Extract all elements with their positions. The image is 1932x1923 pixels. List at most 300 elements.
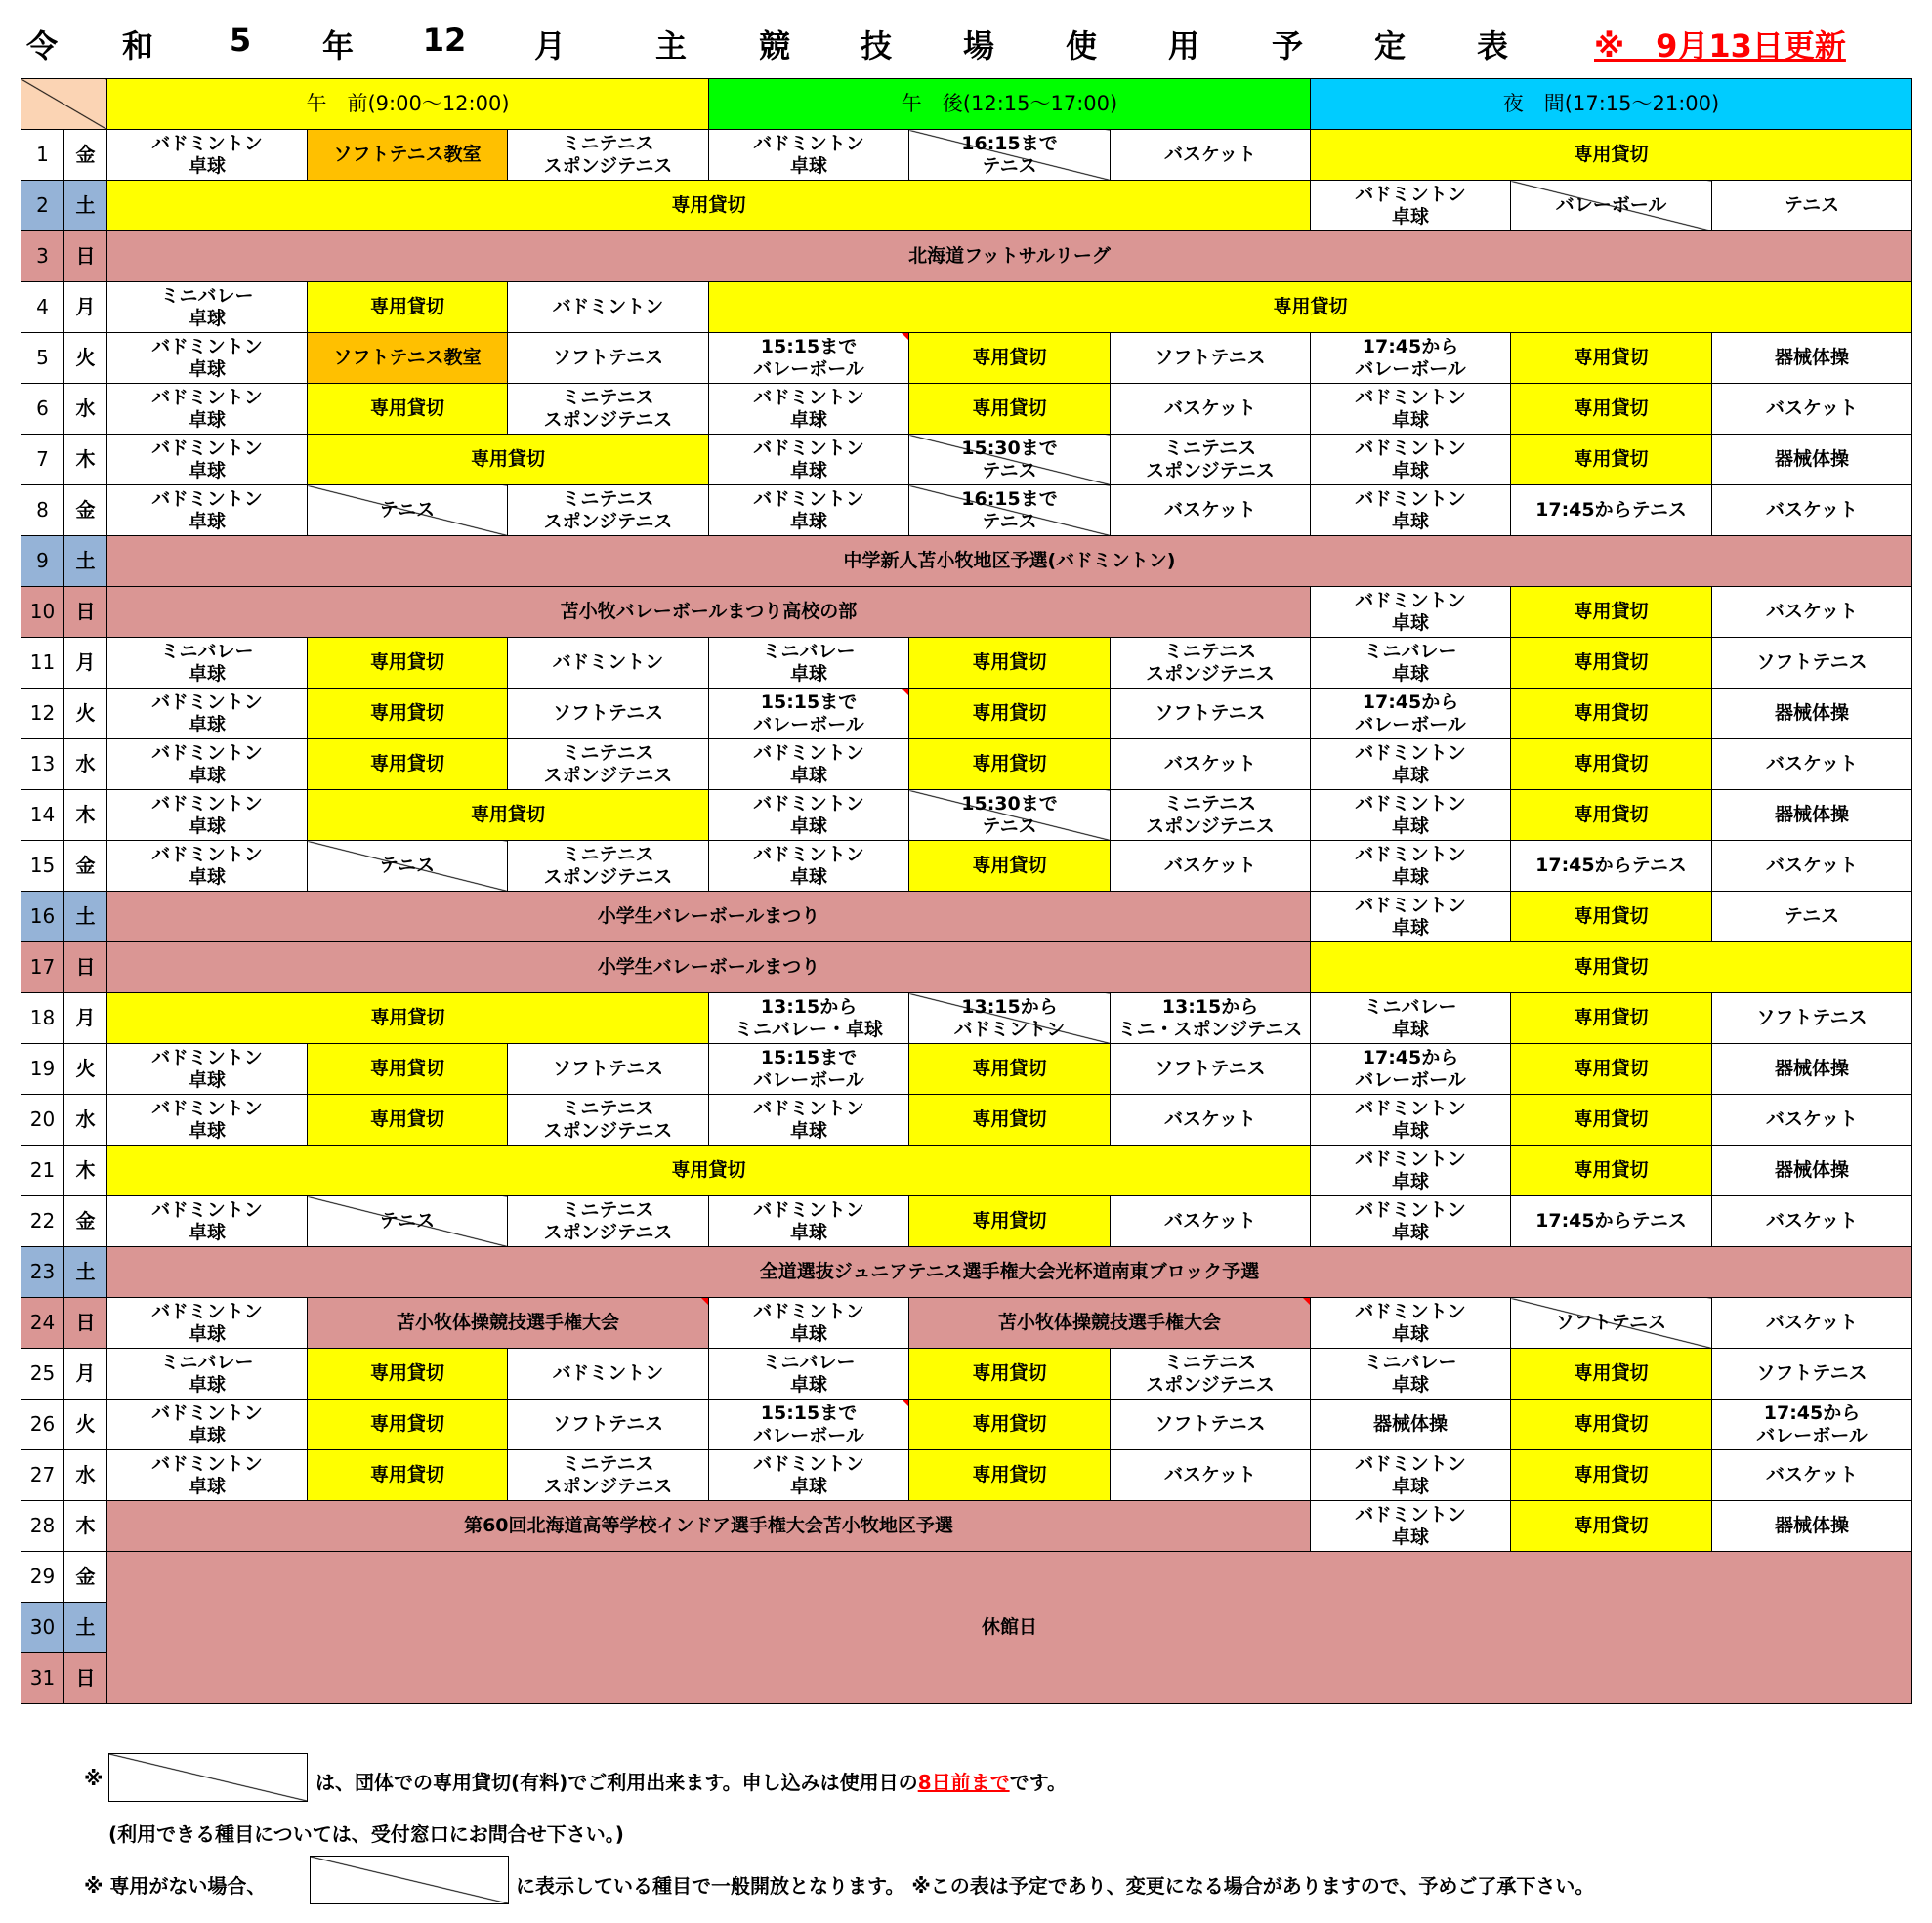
schedule-cell (107, 1298, 308, 1349)
schedule-cell (1511, 1501, 1712, 1552)
cell-text: テニス (982, 815, 1037, 837)
cell-text: ミニテニス (1163, 792, 1257, 815)
schedule-cell (1111, 841, 1311, 892)
cell-text: 卓球 (789, 1119, 827, 1142)
schedule-cell (1511, 587, 1712, 638)
cell-text: 専用貸切 (369, 1108, 444, 1130)
day-number: 16 (21, 892, 64, 942)
schedule-cell (107, 942, 1311, 993)
day-of-week: 木 (64, 790, 107, 841)
day-of-week: 日 (64, 1653, 107, 1704)
schedule-cell (1712, 1095, 1912, 1146)
day-number: 4 (21, 282, 64, 333)
day-of-week: 金 (64, 1552, 107, 1603)
cell-text: バドミントン (1355, 1148, 1466, 1170)
table-row (21, 231, 1912, 282)
header-corner (21, 79, 107, 130)
day-of-week: 日 (64, 587, 107, 638)
cell-text: 17:45からテニス (1535, 1210, 1687, 1232)
schedule-cell (909, 1095, 1111, 1146)
day-number: 28 (21, 1501, 64, 1552)
day-of-week: 水 (64, 1450, 107, 1501)
schedule-cell (909, 1450, 1111, 1501)
schedule-cell (1511, 1146, 1712, 1196)
cell-text: 15:15まで (760, 1046, 858, 1068)
schedule-cell (1311, 181, 1511, 231)
legend-diagonal-box (108, 1753, 308, 1802)
schedule-cell (1311, 587, 1511, 638)
cell-text: 小学生バレーボールまつり (597, 956, 820, 978)
cell-text: バドミントン (753, 437, 864, 459)
cell-text: 卓球 (188, 713, 226, 735)
schedule-cell (1311, 689, 1511, 739)
cell-text: 専用貸切 (1574, 956, 1649, 978)
schedule-cell (508, 282, 709, 333)
schedule-cell (1712, 485, 1912, 536)
cell-text: 卓球 (1391, 1170, 1429, 1192)
schedule-table (21, 78, 1912, 1704)
schedule-cell (1511, 181, 1712, 231)
day-of-week: 土 (64, 536, 107, 587)
table-row (21, 1501, 1912, 1552)
schedule-cell (107, 1196, 308, 1247)
schedule-cell (1111, 435, 1311, 485)
day-of-week: 日 (64, 942, 107, 993)
schedule-cell (709, 841, 909, 892)
cell-text: ミニバレー (160, 1351, 254, 1373)
cell-text: テニス (982, 510, 1037, 532)
cell-text: 専用貸切 (1574, 651, 1649, 673)
schedule-cell (709, 333, 909, 384)
day-number: 26 (21, 1400, 64, 1450)
cell-text: バレーボール (1355, 1068, 1466, 1091)
day-of-week: 日 (64, 231, 107, 282)
cell-text: ミニテニス (562, 741, 654, 764)
schedule-cell (909, 638, 1111, 689)
schedule-cell (1511, 485, 1712, 536)
cell-text: 専用貸切 (972, 397, 1047, 419)
table-row (21, 841, 1912, 892)
schedule-cell (909, 739, 1111, 790)
cell-text: 16:15まで (961, 487, 1058, 510)
schedule-cell (909, 435, 1111, 485)
cell-text: 休館日 (981, 1616, 1037, 1638)
schedule-cell (1511, 892, 1712, 942)
table-row (21, 689, 1912, 739)
cell-text: バレーボール (1756, 1424, 1868, 1446)
day-of-week: 日 (64, 1298, 107, 1349)
schedule-cell (1311, 1044, 1511, 1095)
cell-text: ミニテニス (562, 843, 654, 865)
cell-text: ミニバレー (762, 640, 856, 662)
schedule-cell (909, 841, 1111, 892)
cell-text: 専用貸切 (369, 1413, 444, 1435)
cell-text: バレーボール (1355, 357, 1466, 380)
schedule-cell (1712, 1349, 1912, 1400)
cell-text: ソフトテニス (552, 347, 664, 368)
cell-text: 専用貸切 (1574, 905, 1649, 927)
cell-text: バドミントン (1355, 487, 1466, 510)
day-number: 15 (21, 841, 64, 892)
cell-text: 専用貸切 (972, 753, 1047, 774)
schedule-cell (107, 1552, 1912, 1704)
cell-text: バドミントン (151, 1452, 263, 1475)
title-char: 定 (1373, 27, 1407, 64)
schedule-cell (508, 638, 709, 689)
schedule-cell (1712, 587, 1912, 638)
cell-text: 13:15から (961, 995, 1058, 1018)
cell-text: スポンジテニス (543, 1475, 673, 1497)
schedule-cell (1511, 739, 1712, 790)
schedule-cell (1712, 1196, 1912, 1247)
schedule-cell (909, 1298, 1311, 1349)
page-title (25, 21, 1836, 64)
table-row (21, 1450, 1912, 1501)
schedule-cell (1111, 1450, 1311, 1501)
cell-text: 専用貸切 (1574, 1007, 1649, 1028)
cell-text: 卓球 (188, 357, 226, 380)
schedule-cell (107, 1400, 308, 1450)
schedule-cell (1111, 485, 1311, 536)
day-number: 9 (21, 536, 64, 587)
schedule-cell (709, 130, 909, 181)
schedule-cell (909, 1349, 1111, 1400)
header-pm: 午 後(12:15～17:00) (709, 79, 1311, 130)
schedule-cell (909, 485, 1111, 536)
table-row (21, 1095, 1912, 1146)
cell-text: 卓球 (1391, 459, 1429, 481)
schedule-cell (308, 1400, 508, 1450)
day-number: 21 (21, 1146, 64, 1196)
cell-text: 17:45から (1763, 1401, 1861, 1424)
cell-text: 専用貸切 (1574, 1413, 1649, 1435)
schedule-cell (909, 130, 1111, 181)
schedule-cell (709, 384, 909, 435)
schedule-cell (1712, 1400, 1912, 1450)
cell-text: バドミントン (953, 1018, 1066, 1040)
cell-text: ミニバレー (1364, 640, 1457, 662)
cell-text: 卓球 (188, 662, 226, 685)
schedule-cell (1311, 1196, 1511, 1247)
cell-text: 専用貸切 (369, 1464, 444, 1485)
cell-text: 卓球 (188, 1322, 226, 1345)
cell-text: 15:30まで (961, 792, 1058, 815)
footer-line-3-post: に表示している種目で一般開放となります。 ※この表は予定であり、変更になる場合がありますので、予めご了承下さい。 (516, 1874, 1595, 1898)
title-char: 表 (1476, 27, 1509, 64)
cell-text: 北海道フットサルリーグ (908, 245, 1111, 267)
table-row (21, 1146, 1912, 1196)
schedule-cell (1111, 1095, 1311, 1146)
schedule-cell (1511, 790, 1712, 841)
title-char: 令 (25, 27, 59, 64)
schedule-cell (308, 435, 709, 485)
cell-text: バドミントン (1355, 894, 1466, 916)
schedule-cell (1311, 993, 1511, 1044)
cell-text: 器械体操 (1774, 1058, 1849, 1079)
schedule-cell (909, 1044, 1111, 1095)
cell-text: スポンジテニス (543, 865, 673, 888)
schedule-cell (107, 130, 308, 181)
cell-text: 専用貸切 (1574, 1362, 1649, 1384)
day-of-week: 土 (64, 1247, 107, 1298)
schedule-cell (308, 1349, 508, 1400)
cell-text: 卓球 (1391, 1475, 1429, 1497)
cell-text: 15:30まで (961, 437, 1058, 459)
title-char: 12 (422, 21, 467, 59)
title-char: 月 (533, 27, 567, 64)
table-row (21, 485, 1912, 536)
day-number: 25 (21, 1349, 64, 1400)
footer-line-3-pre: ※ 専用がない場合、 (84, 1874, 267, 1898)
day-of-week: 水 (64, 384, 107, 435)
cell-text: バドミントン (1355, 792, 1466, 815)
cell-text: スポンジテニス (1146, 662, 1275, 685)
cell-text: 小学生バレーボールまつり (597, 905, 820, 927)
schedule-cell (1311, 384, 1511, 435)
schedule-cell (107, 892, 1311, 942)
cell-text: 卓球 (789, 154, 827, 177)
table-row (21, 638, 1912, 689)
cell-text: バスケット (1163, 1108, 1257, 1130)
schedule-cell (1712, 689, 1912, 739)
schedule-cell (1712, 435, 1912, 485)
cell-text: バスケット (1163, 855, 1257, 876)
cell-text: バドミントン (1355, 589, 1466, 611)
cell-text: 卓球 (789, 408, 827, 431)
cell-text: 15:15まで (760, 1401, 858, 1424)
cell-text: 卓球 (789, 459, 827, 481)
table-row (21, 892, 1912, 942)
cell-text: 専用貸切 (369, 296, 444, 317)
cell-text: バドミントン (151, 1300, 263, 1322)
cell-text: 専用貸切 (369, 702, 444, 724)
cell-text: 卓球 (1391, 1373, 1429, 1396)
cell-text: バドミントン (1355, 1097, 1466, 1119)
table-row (21, 1247, 1912, 1298)
cell-text: ミニテニス (562, 386, 654, 408)
schedule-cell (508, 1450, 709, 1501)
table-row (21, 384, 1912, 435)
schedule-cell (1311, 435, 1511, 485)
schedule-cell (1511, 638, 1712, 689)
schedule-cell (107, 638, 308, 689)
cell-text: 器械体操 (1774, 702, 1849, 724)
day-number: 30 (21, 1603, 64, 1653)
schedule-cell (1511, 1044, 1712, 1095)
cell-text: ソフトテニス (1756, 1007, 1868, 1028)
day-of-week: 火 (64, 1400, 107, 1450)
cell-text: 17:45からテニス (1535, 855, 1687, 876)
cell-text: 卓球 (1391, 815, 1429, 837)
schedule-cell (107, 790, 308, 841)
cell-text: スポンジテニス (543, 154, 673, 177)
cell-text: 専用貸切 (972, 855, 1047, 876)
schedule-cell (1111, 1196, 1311, 1247)
cell-text: ミニテニス (1163, 640, 1257, 662)
cell-text: バドミントン (151, 132, 263, 154)
schedule-cell (909, 333, 1111, 384)
day-number: 27 (21, 1450, 64, 1501)
cell-text: バドミントン (1355, 437, 1466, 459)
day-number: 12 (21, 689, 64, 739)
schedule-cell (107, 384, 308, 435)
table-row (21, 282, 1912, 333)
cell-text: スポンジテニス (543, 1221, 673, 1243)
schedule-cell (1111, 333, 1311, 384)
day-of-week: 月 (64, 282, 107, 333)
cell-text: 13:15から (1161, 995, 1259, 1018)
schedule-cell (508, 1044, 709, 1095)
day-number: 29 (21, 1552, 64, 1603)
schedule-cell (1712, 993, 1912, 1044)
cell-text: ソフトテニス (552, 1413, 664, 1435)
cell-text: 専用貸切 (470, 804, 545, 825)
day-number: 13 (21, 739, 64, 790)
cell-text: テニス (379, 499, 436, 521)
cell-text: バドミントン (552, 1362, 664, 1384)
cell-text: 卓球 (789, 1221, 827, 1243)
schedule-cell (508, 1095, 709, 1146)
cell-text: 専用貸切 (1574, 1515, 1649, 1536)
cell-text: 17:45からテニス (1535, 499, 1687, 521)
schedule-cell (1311, 1298, 1511, 1349)
day-of-week: 火 (64, 1044, 107, 1095)
cell-text: 器械体操 (1774, 1159, 1849, 1181)
schedule-cell (709, 282, 1912, 333)
cell-text: 卓球 (188, 764, 226, 786)
cell-text: 専用貸切 (972, 1413, 1047, 1435)
cell-text: バドミントン (151, 843, 263, 865)
title-char: 年 (321, 27, 355, 64)
schedule-cell (508, 1196, 709, 1247)
day-number: 22 (21, 1196, 64, 1247)
cell-text: 13:15から (760, 995, 858, 1018)
cell-text: バレーボール (1355, 713, 1466, 735)
cell-text: 15:15まで (760, 335, 858, 357)
schedule-cell (909, 689, 1111, 739)
schedule-cell (1511, 435, 1712, 485)
cell-text: バスケット (1163, 499, 1257, 521)
table-row (21, 333, 1912, 384)
schedule-cell (709, 1349, 909, 1400)
cell-text: バスケット (1163, 1464, 1257, 1485)
cell-text: 卓球 (1391, 408, 1429, 431)
cell-text: バスケット (1765, 1108, 1859, 1130)
cell-text: 専用貸切 (470, 448, 545, 470)
schedule-cell (1311, 1501, 1511, 1552)
schedule-cell (709, 993, 909, 1044)
cell-text: ミニテニス (562, 132, 654, 154)
cell-text: 専用貸切 (1574, 702, 1649, 724)
table-row (21, 181, 1912, 231)
table-row (21, 1196, 1912, 1247)
day-of-week: 土 (64, 1603, 107, 1653)
cell-text: 専用貸切 (1574, 753, 1649, 774)
table-row (21, 1552, 1912, 1603)
schedule-cell (1311, 942, 1912, 993)
schedule-cell (308, 1298, 709, 1349)
cell-text: バドミントン (151, 1401, 263, 1424)
footer-deadline: 8日前まで (917, 1771, 1010, 1794)
schedule-cell (107, 333, 308, 384)
schedule-cell (308, 638, 508, 689)
schedule-cell (709, 739, 909, 790)
title-char: 主 (654, 27, 688, 64)
schedule-cell (1111, 689, 1311, 739)
cell-text: 専用貸切 (369, 753, 444, 774)
cell-text: 専用貸切 (972, 347, 1047, 368)
cell-text: 専用貸切 (369, 1058, 444, 1079)
day-number: 14 (21, 790, 64, 841)
cell-text: バドミントン (753, 741, 864, 764)
schedule-cell (709, 435, 909, 485)
cell-text: 卓球 (789, 815, 827, 837)
day-number: 24 (21, 1298, 64, 1349)
day-number: 17 (21, 942, 64, 993)
schedule-cell (308, 1095, 508, 1146)
schedule-cell (107, 1349, 308, 1400)
cell-text: 卓球 (789, 1475, 827, 1497)
schedule-cell (1111, 790, 1311, 841)
title-char: 技 (860, 27, 893, 64)
title-char: 5 (229, 21, 252, 59)
header-night: 夜 間(17:15～21:00) (1311, 79, 1912, 130)
schedule-cell (107, 689, 308, 739)
cell-text: バドミントン (151, 741, 263, 764)
update-notice: ※ 9月13日更新 (1594, 27, 1846, 64)
table-row (21, 435, 1912, 485)
schedule-cell (1311, 892, 1511, 942)
cell-text: バドミントン (1355, 183, 1466, 205)
cell-text: 器械体操 (1774, 804, 1849, 825)
cell-text: ソフトテニス (1555, 1312, 1667, 1333)
schedule-cell (107, 231, 1912, 282)
cell-text: 専用貸切 (972, 1210, 1047, 1232)
cell-text: バドミントン (753, 487, 864, 510)
schedule-cell (709, 1196, 909, 1247)
cell-text: ミニテニス (562, 1198, 654, 1221)
schedule-cell (1311, 1450, 1511, 1501)
cell-text: 17:45から (1362, 335, 1459, 357)
cell-text: 専用貸切 (1574, 804, 1649, 825)
cell-text: バドミントン (753, 1198, 864, 1221)
cell-text: ソフトテニス (1155, 347, 1266, 368)
cell-text: バドミントン (151, 690, 263, 713)
day-number: 2 (21, 181, 64, 231)
cell-text: テニス (982, 459, 1037, 481)
day-of-week: 水 (64, 1095, 107, 1146)
day-number: 5 (21, 333, 64, 384)
cell-text: バスケット (1765, 397, 1859, 419)
cell-text: スポンジテニス (1146, 459, 1275, 481)
cell-text: 専用貸切 (671, 1159, 746, 1181)
schedule-cell (1511, 993, 1712, 1044)
cell-text: バレーボール (753, 357, 864, 380)
cell-text: バスケット (1765, 499, 1859, 521)
cell-text: 卓球 (1391, 510, 1429, 532)
cell-text: 専用貸切 (1574, 1464, 1649, 1485)
schedule-cell (1712, 1501, 1912, 1552)
cell-text: バドミントン (1355, 386, 1466, 408)
schedule-cell (308, 282, 508, 333)
cell-text: バスケット (1765, 1464, 1859, 1485)
cell-text: 苫小牧バレーボールまつり高校の部 (560, 601, 858, 622)
schedule-cell (107, 587, 1311, 638)
schedule-cell (1111, 993, 1311, 1044)
day-of-week: 水 (64, 739, 107, 790)
cell-text: ミニバレー (160, 640, 254, 662)
cell-text: 卓球 (789, 865, 827, 888)
